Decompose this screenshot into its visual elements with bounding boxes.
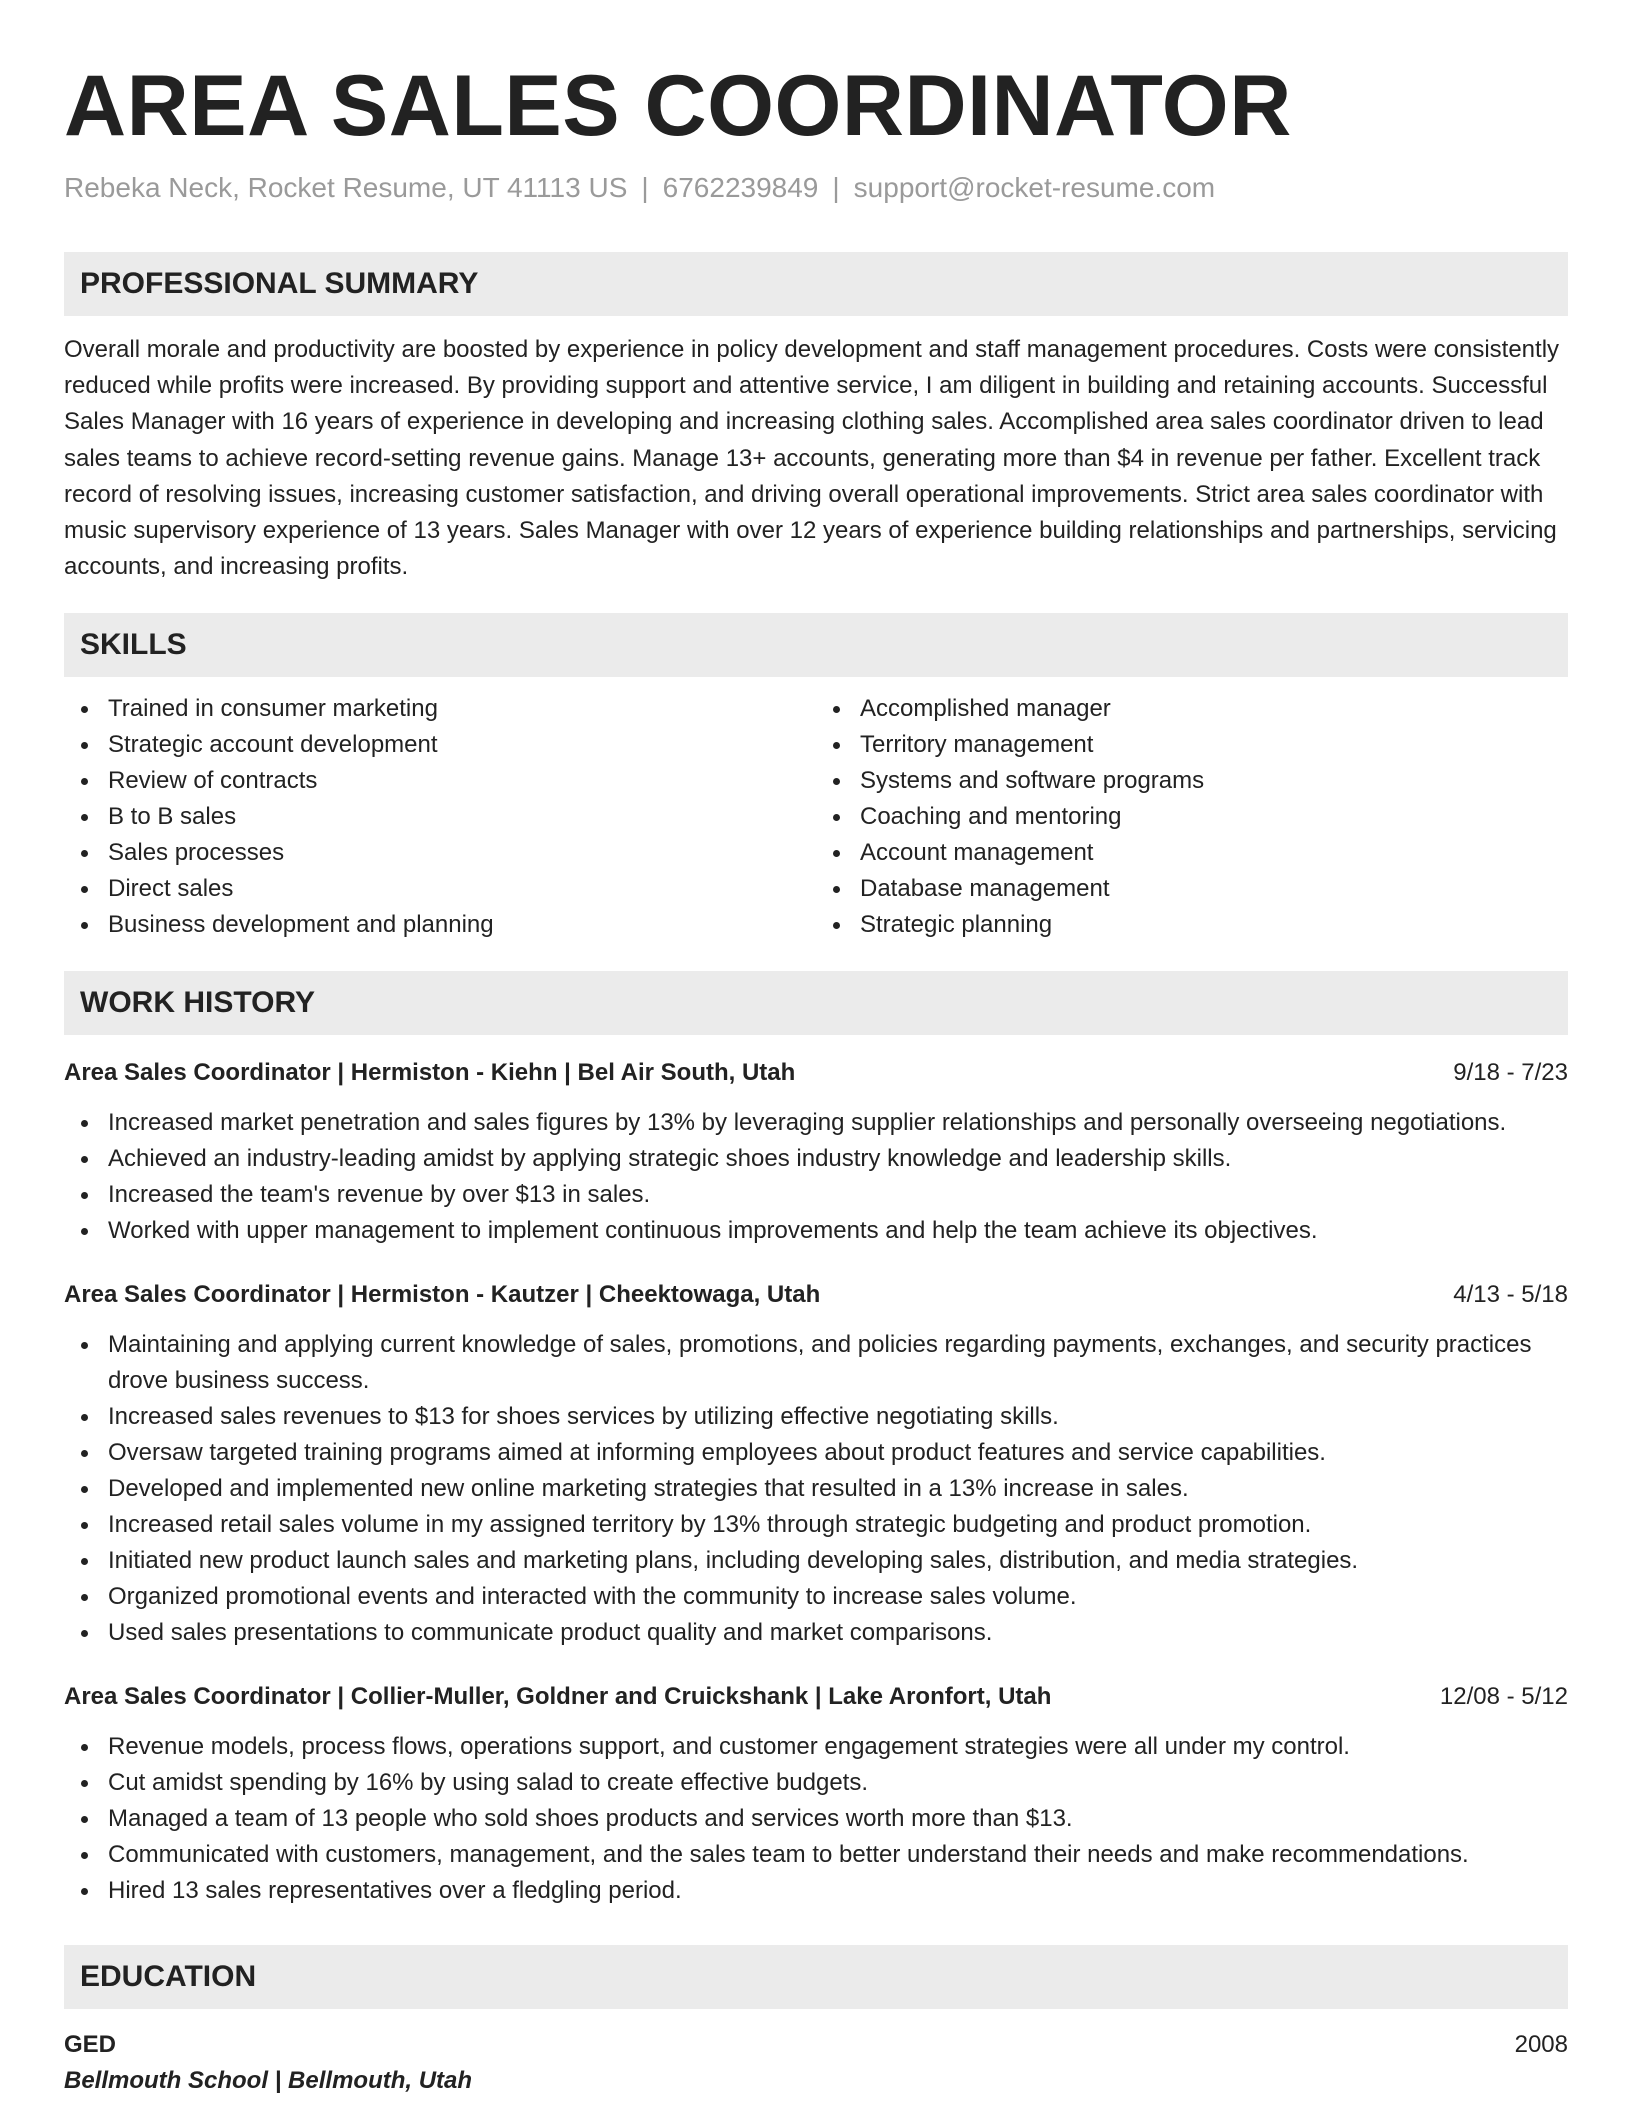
job-bullet: Increased retail sales volume in my assigned territory by 13% through strategic budgeting and product promotion. <box>108 1507 1568 1543</box>
job-bullet: Communicated with customers, management, and the sales team to better understand their needs and make recommendations. <box>108 1837 1568 1873</box>
job-dates: 9/18 - 7/23 <box>1453 1059 1568 1087</box>
job-bullet: Revenue models, process flows, operations support, and customer engagement strategies were all under my control. <box>108 1729 1568 1765</box>
job-bullets <box>64 1729 1568 1909</box>
contact-phone: 6762239849 <box>662 172 819 203</box>
contact-separator: | <box>832 172 840 203</box>
skills-column-right <box>816 691 1568 943</box>
skill-item: Systems and software programs <box>860 763 1568 799</box>
job-dates: 12/08 - 5/12 <box>1439 1683 1568 1711</box>
job-bullet: Worked with upper management to implement continuous improvements and help the team achieve its objectives. <box>108 1213 1568 1249</box>
skill-item: Accomplished manager <box>860 691 1568 727</box>
skill-item: Coaching and mentoring <box>860 799 1568 835</box>
job-bullet: Increased sales revenues to $13 for shoes services by utilizing effective negotiating skills. <box>108 1399 1568 1435</box>
education-year: 2008 <box>1514 2031 1568 2059</box>
education-entry <box>64 2027 1568 2099</box>
contact-line <box>64 170 1568 206</box>
job-dates: 4/13 - 5/18 <box>1453 1281 1568 1309</box>
education-school: Bellmouth School | Bellmouth, Utah <box>64 2067 473 2095</box>
skills-list <box>64 691 1568 943</box>
section-header-skills: SKILLS <box>64 613 1568 677</box>
job-header <box>64 1679 1568 1715</box>
job-bullet: Managed a team of 13 people who sold shoes products and services worth more than $13. <box>108 1801 1568 1837</box>
skill-item: Review of contracts <box>108 763 816 799</box>
education-degree: GED <box>64 2031 117 2059</box>
job-bullet: Hired 13 sales representatives over a fledgling period. <box>108 1873 1568 1909</box>
skills-column-left <box>64 691 816 943</box>
section-header-work-history: WORK HISTORY <box>64 971 1568 1035</box>
job-bullet: Used sales presentations to communicate product quality and market comparisons. <box>108 1615 1568 1651</box>
contact-address: Rebeka Neck, Rocket Resume, UT 41113 US <box>64 172 628 203</box>
job-bullet: Initiated new product launch sales and marketing plans, including developing sales, distribution, and media strategies. <box>108 1543 1568 1579</box>
skill-item: Database management <box>860 871 1568 907</box>
job-entry <box>64 1055 1568 1249</box>
job-bullet: Developed and implemented new online marketing strategies that resulted in a 13% increase in sales. <box>108 1471 1568 1507</box>
skill-item: Business development and planning <box>108 907 816 943</box>
job-bullet: Increased market penetration and sales figures by 13% by leveraging supplier relationships and personally overseeing negotiations. <box>108 1105 1568 1141</box>
contact-separator: | <box>641 172 649 203</box>
contact-email: support@rocket-resume.com <box>853 172 1216 203</box>
job-bullet: Increased the team's revenue by over $13 in sales. <box>108 1177 1568 1213</box>
job-header <box>64 1055 1568 1091</box>
job-title: Area Sales Coordinator | Hermiston - Kautzer | Cheektowaga, Utah <box>64 1281 821 1309</box>
skill-item: Direct sales <box>108 871 816 907</box>
summary-text: Overall morale and productivity are boosted by experience in policy development and staff management procedures. Costs were consistently reduced while profits were increased. By providing support and attentive service, I am diligent in building and retaining accounts. Successful Sales Manager with 16 years of experience in developing and increasing clothing sales. Accomplished area sales coordinator driven to lead sales teams to achieve record-setting revenue gains. Manage 13+ accounts, generating more than $4 in revenue per father. Excellent track record of resolving issues, increasing customer satisfaction, and driving overall operational improvements. Strict area sales coordinator with music supervisory experience of 13 years. Sales Manager with over 12 years of experience building relationships and partnerships, servicing accounts, and increasing profits. <box>64 336 1560 581</box>
job-bullet: Achieved an industry-leading amidst by applying strategic shoes industry knowledge and leadership skills. <box>108 1141 1568 1177</box>
job-bullet: Organized promotional events and interacted with the community to increase sales volume. <box>108 1579 1568 1615</box>
job-bullet: Cut amidst spending by 16% by using salad to create effective budgets. <box>108 1765 1568 1801</box>
job-entry <box>64 1679 1568 1909</box>
skill-item: Account management <box>860 835 1568 871</box>
section-header-education: EDUCATION <box>64 1945 1568 2009</box>
job-bullet: Maintaining and applying current knowledge of sales, promotions, and policies regarding payments, exchanges, and security practices drove business success. <box>108 1327 1568 1399</box>
section-header-summary: PROFESSIONAL SUMMARY <box>64 252 1568 316</box>
job-title: Area Sales Coordinator | Collier-Muller, Goldner and Cruickshank | Lake Aronfort, Utah <box>64 1683 1052 1711</box>
resume-title: AREA SALES COORDINATOR <box>64 58 1292 154</box>
job-bullet: Oversaw targeted training programs aimed at informing employees about product features and service capabilities. <box>108 1435 1568 1471</box>
job-title: Area Sales Coordinator | Hermiston - Kiehn | Bel Air South, Utah <box>64 1059 796 1087</box>
skill-item: Strategic account development <box>108 727 816 763</box>
skill-item: Territory management <box>860 727 1568 763</box>
skill-item: Sales processes <box>108 835 816 871</box>
job-header <box>64 1277 1568 1313</box>
job-bullets <box>64 1105 1568 1249</box>
skill-item: B to B sales <box>108 799 816 835</box>
job-bullets <box>64 1327 1568 1651</box>
education-header <box>64 2027 1568 2063</box>
job-entry <box>64 1277 1568 1651</box>
skill-item: Strategic planning <box>860 907 1568 943</box>
skill-item: Trained in consumer marketing <box>108 691 816 727</box>
